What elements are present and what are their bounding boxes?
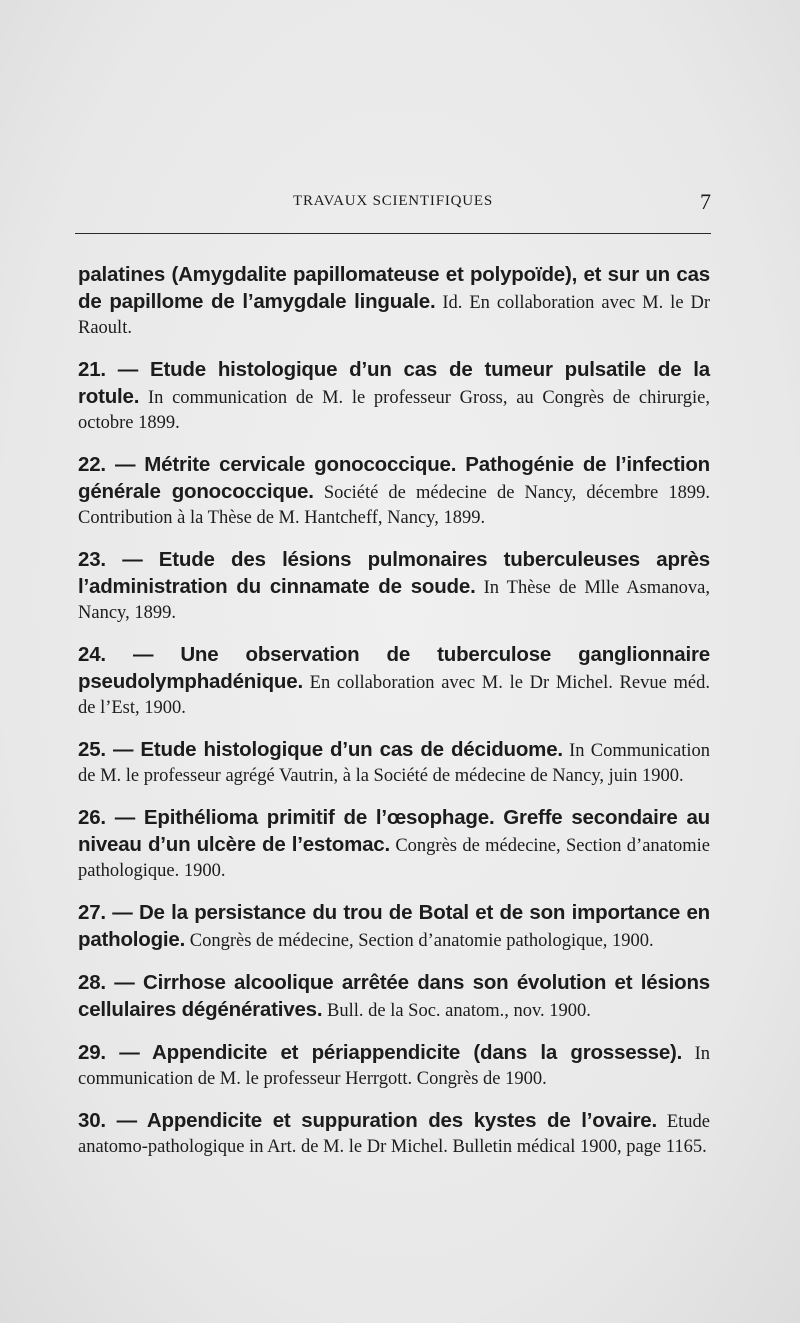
entry-source: Bull. de la Soc. anatom., nov. 1900. [322, 1001, 591, 1021]
list-item [78, 805, 710, 884]
list-item [78, 642, 710, 721]
list-item [78, 970, 710, 1024]
header-rule [75, 233, 711, 234]
list-item [78, 900, 710, 954]
list-item [78, 452, 710, 531]
entry-title: 23. — Etude des lésions pulmonaires tuberculeuses après l’administration du cinnamate de soude. [78, 548, 710, 598]
entry-source: Etude anatomo-pathologique in Art. de M. le Dr Michel. Bulletin médical 1900, page 1165. [78, 1112, 710, 1157]
list-item [78, 737, 710, 789]
entry-title: 28. — Cirrhose alcoolique arrêtée dans son évolution et lésions cellulaires dégénératives. [78, 971, 710, 1021]
entry-title: 25. — Etude histologique d’un cas de déciduome. [78, 738, 563, 761]
entry-title: 21. — Etude histologique d’un cas de tumeur pulsatile de la rotule. [78, 358, 710, 408]
entry-title: 26. — Epithélioma primitif de l’œsophage. Greffe secondaire au niveau d’un ulcère de l’estomac. [78, 806, 710, 856]
entry-source: In Thèse de Mlle Asmanova, Nancy, 1899. [78, 578, 710, 623]
entry-title: 27. — De la persistance du trou de Botal et de son importance en pathologie. [78, 901, 710, 951]
list-item [78, 547, 710, 626]
entry-source: Société de médecine de Nancy, décembre 1899. Contribution à la Thèse de M. Hantcheff, Nancy, 1899. [78, 483, 710, 528]
list-item [78, 1108, 710, 1160]
entry-title: palatines (Amygdalite papillomateuse et polypoïde), et sur un cas de papillome de l’amygdale linguale. [78, 263, 710, 313]
entry-source: Congrès de médecine, Section d’anatomie pathologique. 1900. [78, 836, 710, 881]
bibliography-list [78, 262, 710, 1176]
entry-source: In communication de M. le professeur Herrgott. Congrès de 1900. [78, 1044, 710, 1089]
entry-source: Id. En collaboration avec M. le Dr Raoult. [78, 293, 710, 338]
page-header [75, 189, 711, 223]
entry-title: 22. — Métrite cervicale gonococcique. Pathogénie de l’infection générale gonococcique. [78, 453, 710, 503]
entry-source: Congrès de médecine, Section d’anatomie pathologique, 1900. [185, 931, 654, 951]
list-item [78, 357, 710, 436]
entry-title: 30. — Appendicite et suppuration des kystes de l’ovaire. [78, 1109, 657, 1132]
entry-source: In communication de M. le professeur Gross, au Congrès de chirurgie, octobre 1899. [78, 388, 710, 433]
page-number: 7 [700, 189, 711, 214]
entry-source: En collaboration avec M. le Dr Michel. Revue méd. de l’Est, 1900. [78, 673, 710, 718]
running-title: TRAVAUX SCIENTIFIQUES [292, 193, 493, 209]
entry-source: In Communication de M. le professeur agrégé Vautrin, à la Société de médecine de Nancy, juin 1900. [78, 741, 710, 786]
list-item [78, 1040, 710, 1092]
entry-title: 24. — Une observation de tuberculose ganglionnaire pseudolymphadénique. [78, 643, 710, 693]
entry-title: 29. — Appendicite et périappendicite (dans la grossesse). [78, 1041, 683, 1064]
list-item [78, 262, 710, 341]
